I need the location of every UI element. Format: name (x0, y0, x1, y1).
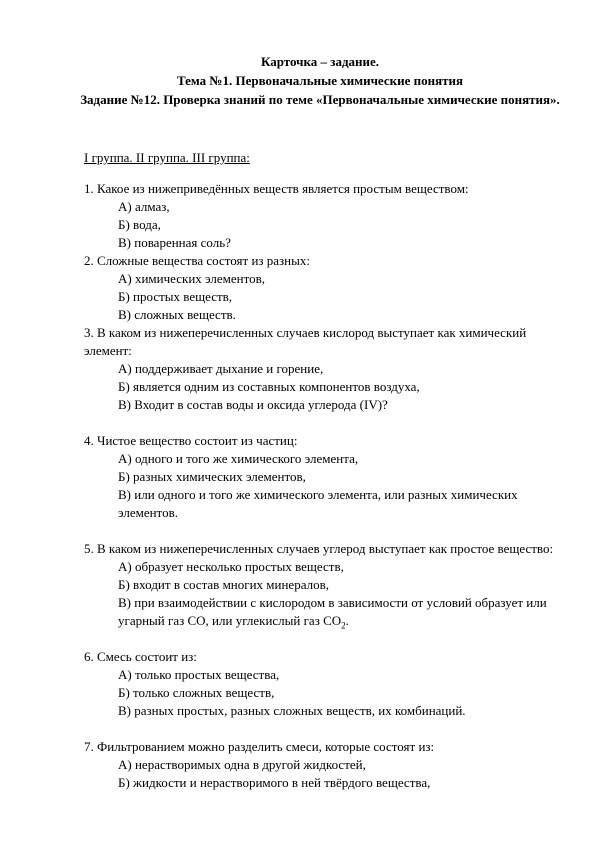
question-block (84, 432, 554, 522)
question-text: 4. Чистое вещество состоит из частиц: (84, 433, 298, 448)
answer-option: В) разных простых, разных сложных веществ, их комбинаций. (118, 703, 466, 718)
topic-title: Тема №1. Первоначальные химические понятия (176, 73, 464, 88)
answer-option: А) поддерживает дыхание и горение, (118, 361, 324, 376)
groups-line: I группа. II группа. III группа: (84, 150, 250, 165)
question-block (84, 648, 554, 720)
card-title: Карточка – задание. (260, 54, 380, 69)
answer-option: А) одного и того же химического элемента, (118, 451, 359, 466)
question-text: 7. Фильтрованием можно разделить смеси, которые состоят из: (84, 739, 435, 754)
answer-option: А) алмаз, (118, 199, 170, 214)
spacer (84, 630, 554, 648)
question-text: 3. В каком из нижеперечисленных случаев кислород выступает как химический элемент: (84, 325, 527, 358)
question-block (84, 540, 554, 630)
answer-option: А) химических элементов, (118, 271, 265, 286)
spacer (84, 522, 554, 540)
question-block (84, 180, 554, 252)
question-block (84, 738, 554, 792)
answer-end: . (345, 613, 349, 628)
subscript-two: 2 (341, 620, 346, 631)
answer-option: В) или одного и того же химического элемента, или разных химических элементов. (118, 487, 518, 520)
task-title: Задание №12. Проверка знаний по теме «Первоначальные химические понятия». (80, 92, 560, 107)
answer-text: В) при взаимодействии с кислородом в зависимости от условий образует или угарный газ СО, или углекислый газ СО (118, 595, 547, 628)
question-text: 5. В каком из нижеперечисленных случаев углерод выступает как простое вещество: (84, 541, 554, 556)
answer-option: Б) является одним из составных компонентов воздуха, (118, 379, 420, 394)
question-block (84, 252, 554, 324)
question-block (84, 324, 554, 414)
question-text: 6. Смесь состоит из: (84, 649, 197, 664)
answer-option: А) нерастворимых одна в другой жидкостей, (118, 757, 366, 772)
spacer (84, 720, 554, 738)
answer-option: Б) разных химических элементов, (118, 469, 306, 484)
answer-option: В) Входит в состав воды и оксида углерода (IV)? (118, 397, 388, 412)
answer-option: В) поваренная соль? (118, 235, 231, 250)
answer-option: В) сложных веществ. (118, 307, 236, 322)
answer-option (118, 594, 554, 630)
document-header (80, 52, 560, 109)
answer-option: Б) вода, (118, 217, 161, 232)
spacer (84, 414, 554, 432)
question-text: 1. Какое из нижеприведённых веществ является простым веществом: (84, 181, 469, 196)
questions-list (84, 180, 554, 792)
answer-option: Б) жидкости и нерастворимого в ней твёрдого вещества, (118, 775, 431, 790)
answer-option: А) образует несколько простых веществ, (118, 559, 344, 574)
answer-option: Б) только сложных веществ, (118, 685, 275, 700)
question-text: 2. Сложные вещества состоят из разных: (84, 253, 310, 268)
answer-option: А) только простых вещества, (118, 667, 280, 682)
answer-option: Б) входит в состав многих минералов, (118, 577, 329, 592)
answer-option: Б) простых веществ, (118, 289, 233, 304)
